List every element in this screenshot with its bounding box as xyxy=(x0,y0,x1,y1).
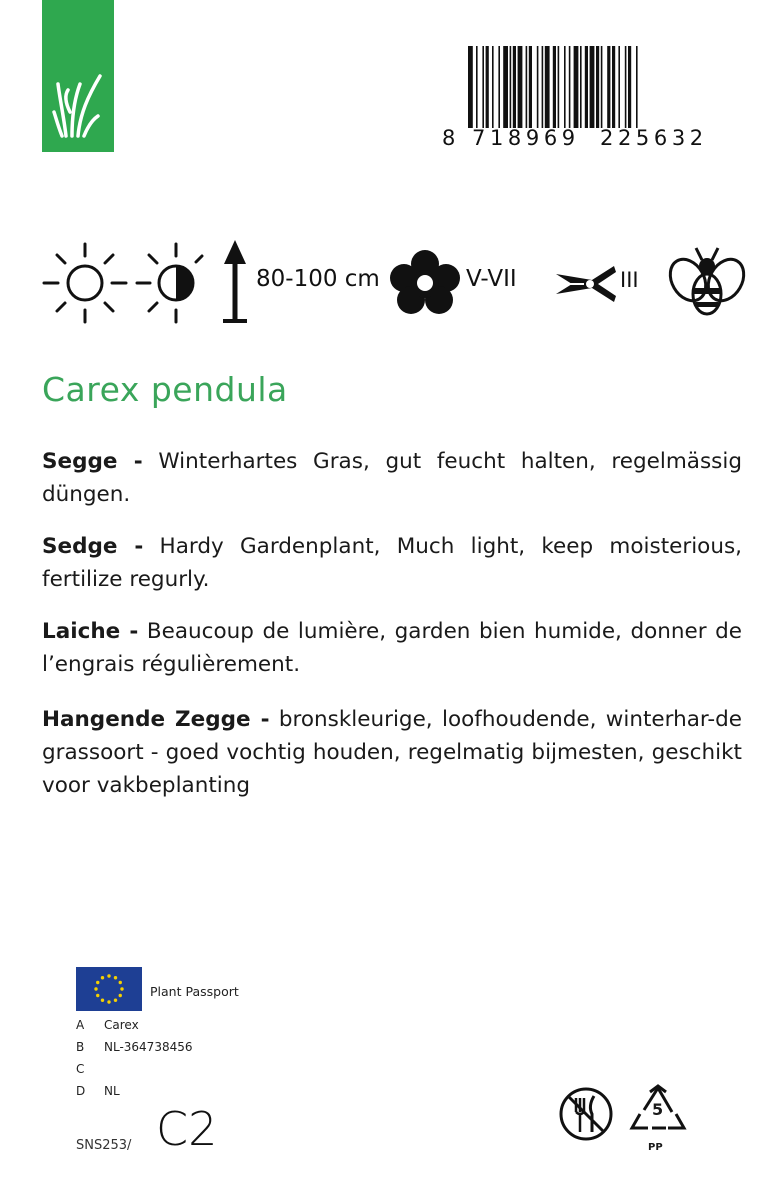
barcode-bar xyxy=(574,46,579,128)
barcode-bar xyxy=(492,46,494,128)
barcode-bar xyxy=(529,46,532,128)
recycle-number: 5 xyxy=(652,1100,664,1119)
description-name: Laiche - xyxy=(42,619,139,644)
half-shade-icon xyxy=(134,240,210,326)
eu-star xyxy=(107,1000,110,1003)
passport-value-a: Carex xyxy=(104,1018,139,1032)
barcode-bar xyxy=(503,46,508,128)
eu-star xyxy=(96,994,99,997)
barcode-bar xyxy=(564,46,566,128)
eu-flag-icon xyxy=(76,967,142,1011)
sun-icon xyxy=(40,240,130,326)
eu-star xyxy=(94,987,97,990)
bee-icon xyxy=(668,244,746,320)
plant-passport-label: Plant Passport xyxy=(150,984,239,999)
barcode-digits-left: 718969 xyxy=(472,126,580,150)
barcode-bar xyxy=(537,46,539,128)
eu-star xyxy=(114,976,117,979)
barcode-bar xyxy=(482,46,484,128)
barcode-bar xyxy=(628,46,631,128)
eu-star xyxy=(101,999,104,1002)
barcode-bar xyxy=(590,46,595,128)
not-food-safe-icon xyxy=(558,1084,614,1144)
barcode-digits-right: 225632 xyxy=(600,126,708,150)
barcode-bars xyxy=(440,46,720,128)
grass-icon xyxy=(42,0,114,152)
barcode-bar xyxy=(476,46,478,128)
grade-code: C2 xyxy=(156,1102,218,1156)
brand-logo-tab xyxy=(42,0,114,152)
eu-star xyxy=(120,987,123,990)
barcode-bar xyxy=(596,46,599,128)
barcode-bar xyxy=(498,46,500,128)
eu-star xyxy=(101,976,104,979)
flowering-months: V-VII xyxy=(466,266,517,292)
recycling-icon xyxy=(628,1084,688,1153)
plant-height: 80-100 cm xyxy=(256,266,380,292)
description-en xyxy=(42,530,742,596)
description-nl xyxy=(42,703,742,802)
barcode-bar xyxy=(468,46,473,128)
description-text: Winterhartes Gras, gut feucht halten, regelmässig düngen. xyxy=(42,449,742,507)
description-name: Hangende Zegge - xyxy=(42,707,270,732)
eu-star xyxy=(114,999,117,1002)
barcode-bar xyxy=(518,46,523,128)
barcode xyxy=(440,46,720,158)
barcode-bar xyxy=(513,46,516,128)
pruning-shears-icon xyxy=(554,262,618,306)
description-text: Beaucoup de lumière, garden bien humide, donner de l’engrais régulièrement. xyxy=(42,619,742,677)
barcode-bar xyxy=(585,46,588,128)
passport-value-d: NL xyxy=(104,1084,120,1098)
pruning-month: III xyxy=(620,268,639,292)
plant-title: Carex pendula xyxy=(42,370,288,409)
eu-star xyxy=(119,981,122,984)
barcode-bar xyxy=(558,46,560,128)
flower-icon xyxy=(390,250,460,316)
barcode-bar xyxy=(580,46,582,128)
recycle-material: PP xyxy=(648,1142,663,1153)
eu-star xyxy=(96,981,99,984)
barcode-bar xyxy=(510,46,512,128)
barcode-bar xyxy=(553,46,556,128)
eu-star xyxy=(119,994,122,997)
passport-letter-d: D xyxy=(76,1084,86,1098)
eu-star xyxy=(107,974,110,977)
description-de xyxy=(42,445,742,511)
barcode-bar xyxy=(542,46,544,128)
barcode-bar xyxy=(601,46,603,128)
barcode-bar xyxy=(486,46,489,128)
description-text: Hardy Gardenplant, Much light, keep moisterious, fertilize regurly. xyxy=(42,534,742,592)
barcode-bar xyxy=(625,46,627,128)
description-text: bronskleurige, loofhoudende, winterhar-de grassoort - goed vochtig houden, regelmatig bijmesten, geschikt voor vakbeplanting xyxy=(42,707,742,798)
barcode-bar xyxy=(612,46,615,128)
passport-letter-a: A xyxy=(76,1018,85,1032)
passport-letter-b: B xyxy=(76,1040,85,1054)
barcode-bar xyxy=(569,46,571,128)
height-arrow-icon xyxy=(220,240,250,326)
barcode-first-digit: 8 xyxy=(442,126,460,150)
barcode-bar xyxy=(618,46,620,128)
description-fr xyxy=(42,615,742,681)
lot-code: SNS253/ xyxy=(76,1138,132,1153)
barcode-bar xyxy=(545,46,550,128)
barcode-bar xyxy=(526,46,528,128)
barcode-bar xyxy=(607,46,610,128)
description-name: Sedge - xyxy=(42,534,144,559)
barcode-bar xyxy=(636,46,638,128)
passport-value-b: NL-364738456 xyxy=(104,1040,193,1054)
description-name: Segge - xyxy=(42,449,143,474)
passport-letter-c: C xyxy=(76,1062,85,1076)
